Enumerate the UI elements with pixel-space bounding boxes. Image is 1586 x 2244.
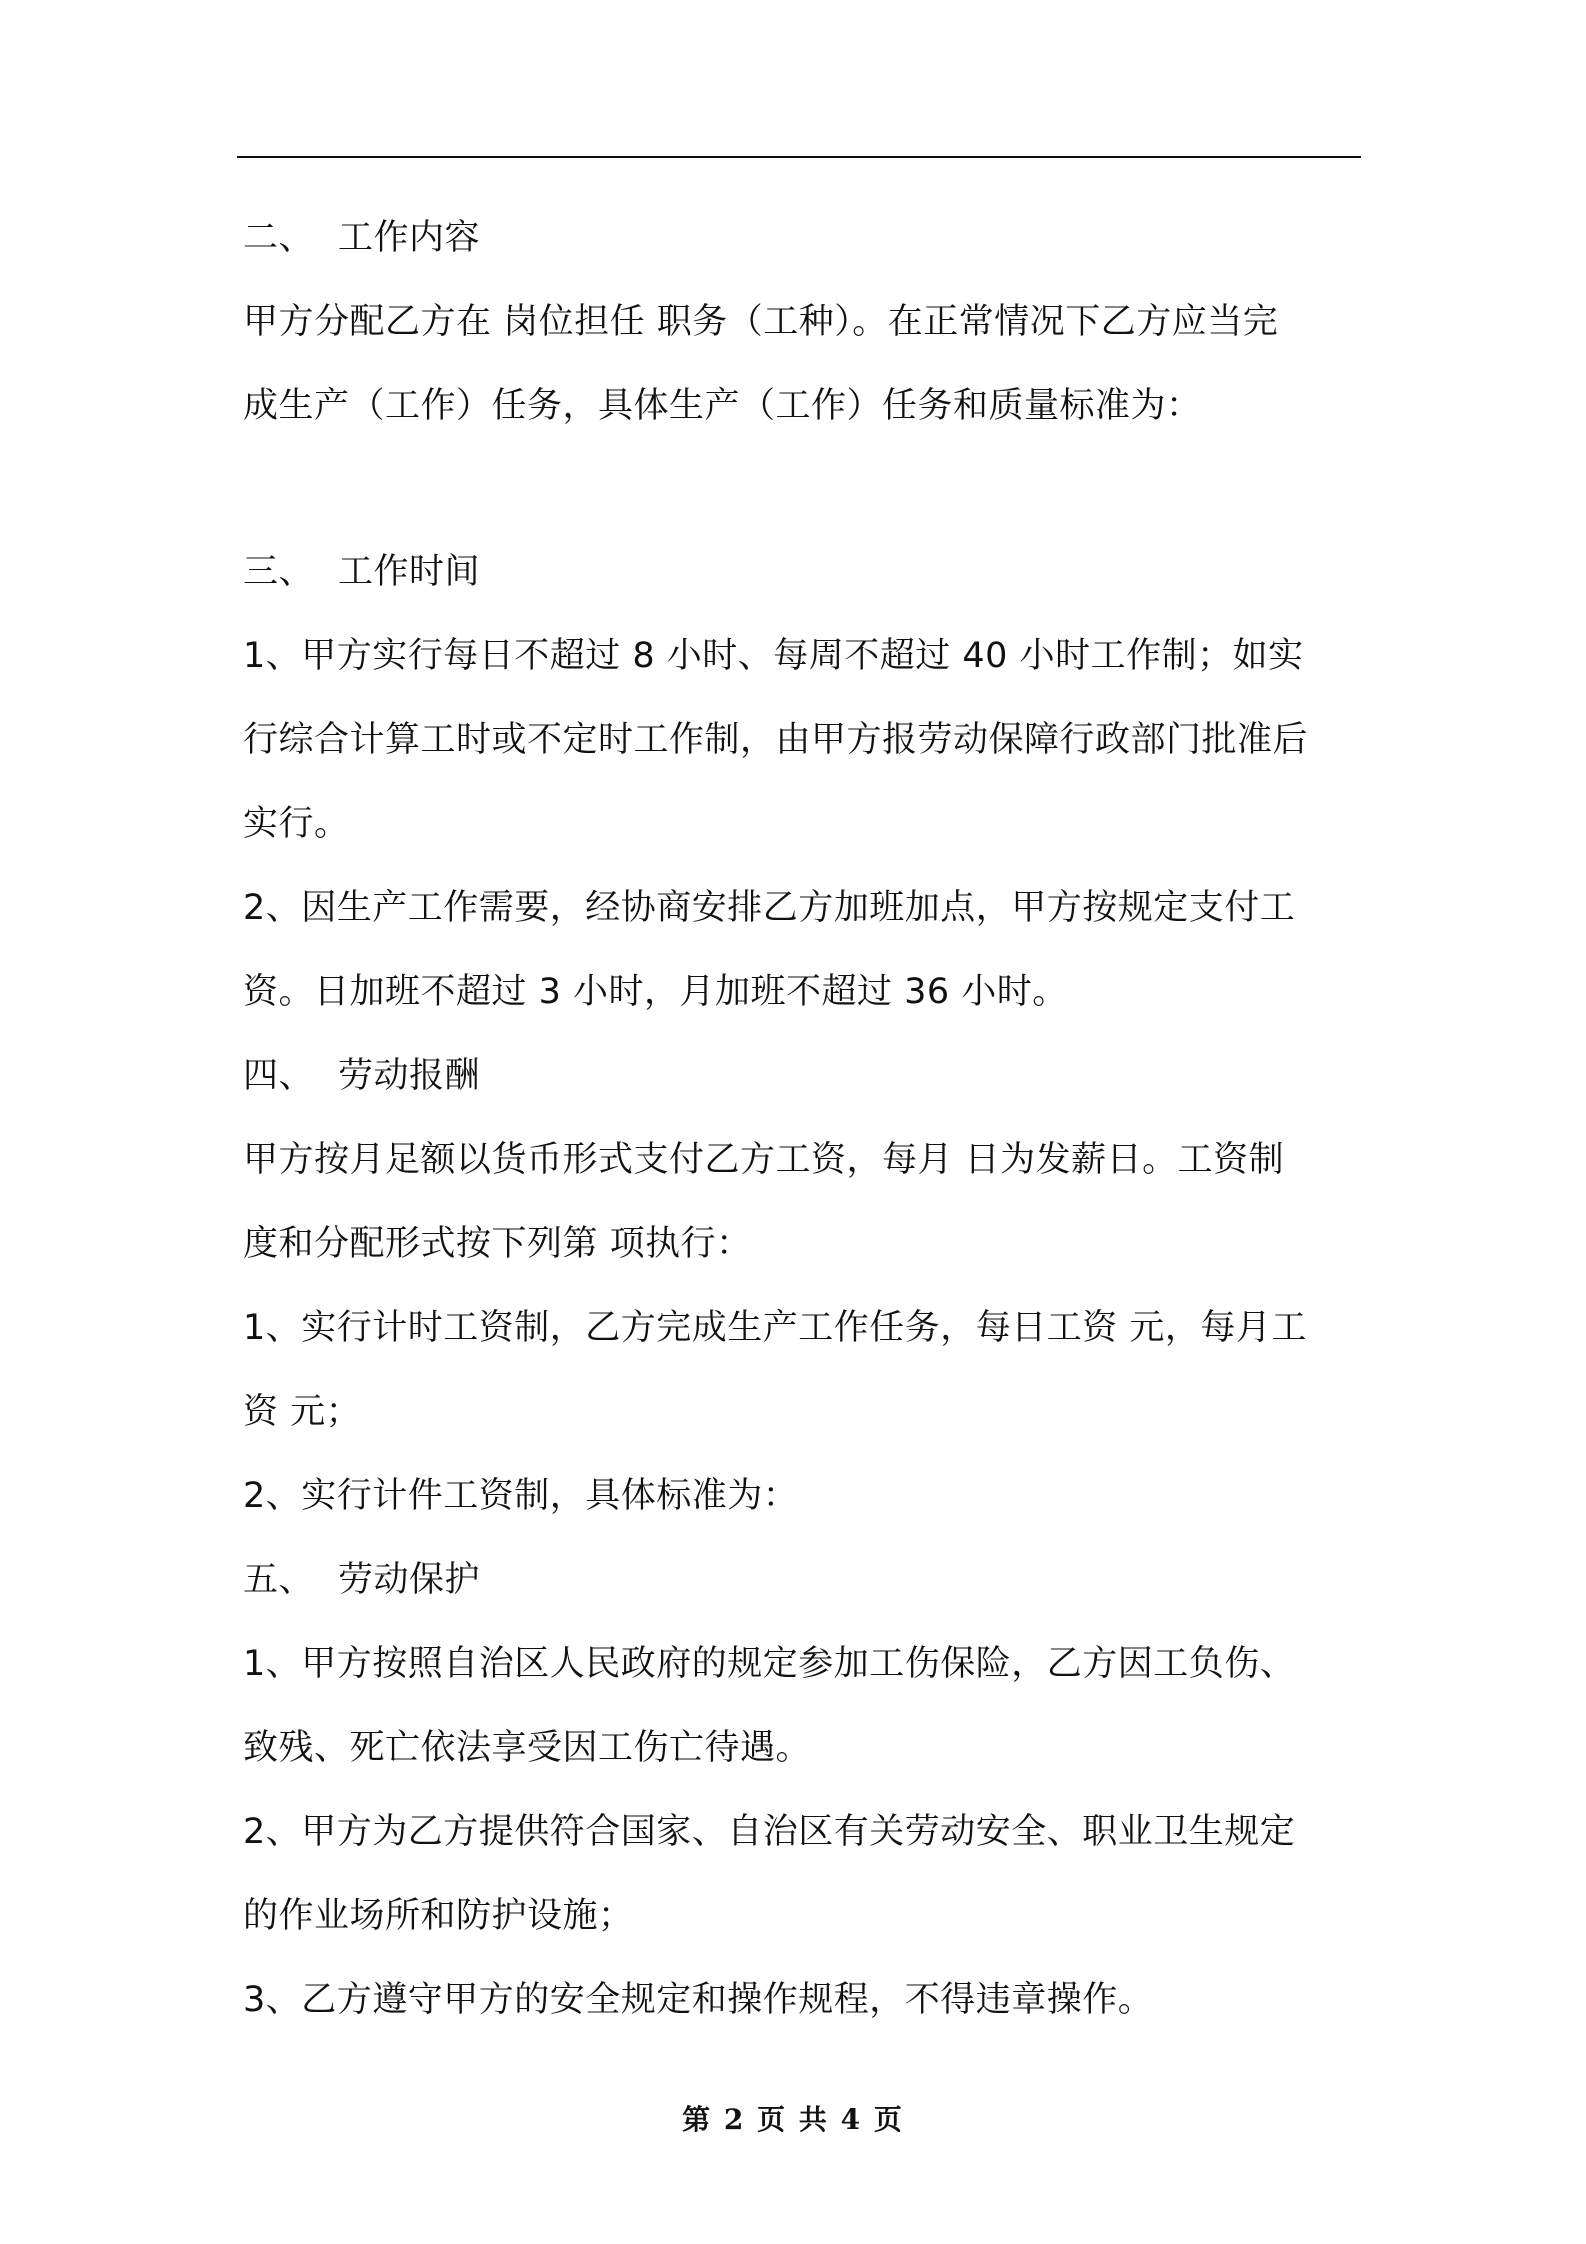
paragraph-line: 行综合计算工时或不定时工作制，由甲方报劳动保障行政部门批准后 xyxy=(243,720,1309,760)
section-title: 工作内容 xyxy=(338,218,481,258)
section-number: 四、 xyxy=(243,1056,315,1096)
paragraph-line: 2、实行计件工资制，具体标准为： xyxy=(243,1476,799,1516)
paragraph-line: 2、因生产工作需要，经协商安排乙方加班加点，甲方按规定支付工 xyxy=(243,888,1296,928)
section-number: 三、 xyxy=(243,552,315,592)
section-title: 工作时间 xyxy=(338,552,481,592)
paragraph-line: 成生产（工作）任务，具体生产（工作）任务和质量标准为： xyxy=(243,386,1202,426)
paragraph-line: 甲方分配乙方在 岗位担任 职务（工种）。在正常情况下乙方应当完 xyxy=(243,302,1279,342)
paragraph-line: 致残、死亡依法享受因工伤亡待遇。 xyxy=(243,1728,812,1768)
paragraph-line: 1、实行计时工资制，乙方完成生产工作任务，每日工资 元，每月工 xyxy=(243,1308,1307,1348)
paragraph-line: 资 元； xyxy=(243,1392,362,1432)
paragraph-line: 资。日加班不超过 3 小时，月加班不超过 36 小时。 xyxy=(243,972,1068,1012)
section-title: 劳动保护 xyxy=(338,1560,481,1600)
section-heading-labor-protection xyxy=(243,1538,1361,1622)
paragraph-line: 甲方按月足额以货币形式支付乙方工资，每月 日为发薪日。工资制 xyxy=(243,1140,1285,1180)
section-heading-work-time xyxy=(243,530,1361,614)
document-body xyxy=(243,196,1361,2042)
paragraph-line: 2、甲方为乙方提供符合国家、自治区有关劳动安全、职业卫生规定 xyxy=(243,1812,1296,1852)
section-heading-remuneration xyxy=(243,1034,1361,1118)
section-number: 二、 xyxy=(243,218,315,258)
header-rule xyxy=(237,156,1361,158)
paragraph-line: 实行。 xyxy=(243,804,350,844)
section-title: 劳动报酬 xyxy=(338,1056,481,1096)
paragraph-line: 1、甲方实行每日不超过 8 小时、每周不超过 40 小时工作制；如实 xyxy=(243,636,1304,676)
paragraph-line: 度和分配形式按下列第 项执行： xyxy=(243,1224,752,1264)
paragraph-line: 3、乙方遵守甲方的安全规定和操作规程，不得违章操作。 xyxy=(243,1980,1154,2020)
paragraph-line: 的作业场所和防护设施； xyxy=(243,1896,634,1936)
paragraph-line: 1、甲方按照自治区人民政府的规定参加工伤保险，乙方因工负伤、 xyxy=(243,1644,1296,1684)
page-number-footer: 第 2 页 共 4 页 xyxy=(682,2103,904,2136)
section-number: 五、 xyxy=(243,1560,315,1600)
section-heading-work-content xyxy=(243,196,1361,280)
